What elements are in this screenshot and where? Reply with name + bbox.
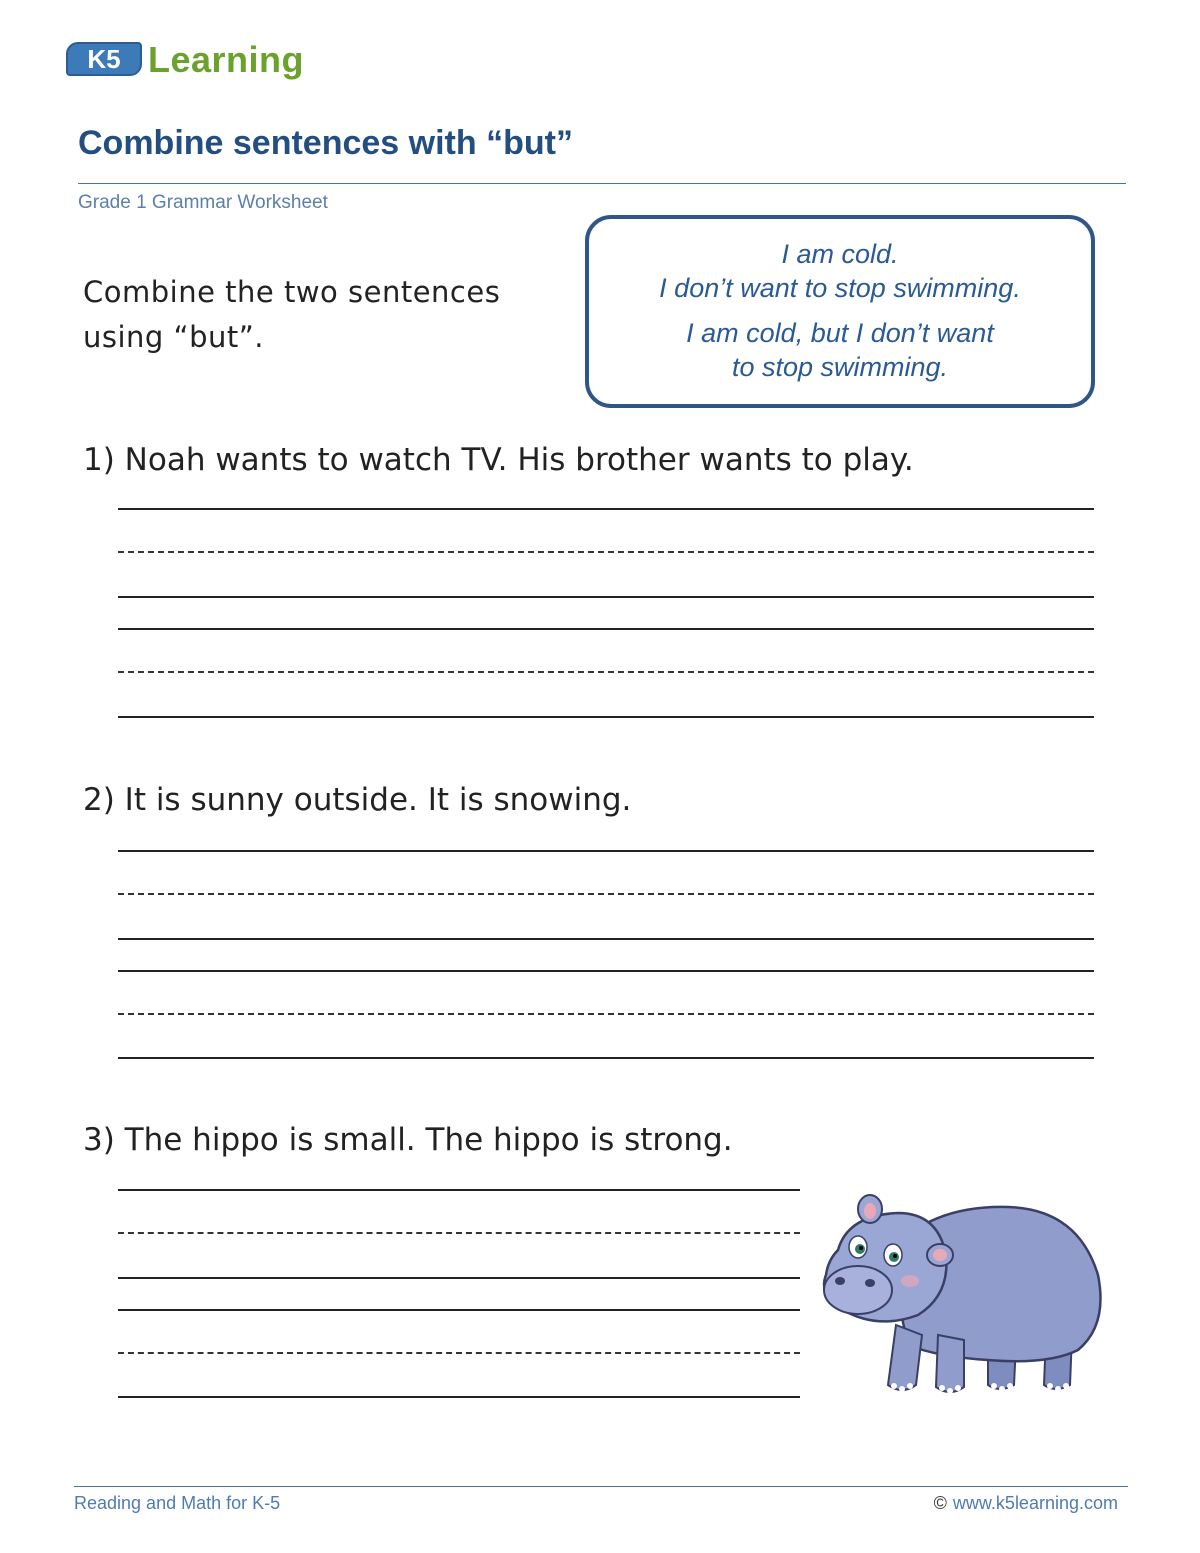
- copyright-symbol: ©: [933, 1493, 947, 1513]
- writing-line[interactable]: [118, 1277, 800, 1279]
- example-box: [585, 215, 1095, 408]
- hippo-illustration: [818, 1185, 1108, 1400]
- writing-line[interactable]: [118, 1189, 800, 1191]
- writing-line[interactable]: [118, 716, 1094, 718]
- logo-badge: K5: [66, 42, 142, 76]
- k5-learning-logo: [66, 30, 326, 90]
- logo-wordmark: Learning: [148, 39, 305, 80]
- footer-url-link[interactable]: www.k5learning.com: [952, 1493, 1118, 1513]
- writing-midline: [118, 1013, 1094, 1015]
- instructions: [83, 270, 543, 360]
- writing-line[interactable]: [118, 508, 1094, 510]
- hippo-icon: [824, 1195, 1101, 1394]
- instructions-line-1: Combine the two sentences: [83, 275, 501, 309]
- writing-line[interactable]: [118, 628, 1094, 630]
- instructions-line-2: using “but”.: [83, 320, 264, 354]
- writing-midline: [118, 1232, 800, 1234]
- example-combined-2: to stop swimming.: [731, 352, 949, 382]
- writing-line[interactable]: [118, 1057, 1094, 1059]
- writing-midline: [118, 1352, 800, 1354]
- writing-line[interactable]: [118, 1309, 800, 1311]
- question-3: 3) The hippo is small. The hippo is strong.: [83, 1122, 733, 1158]
- writing-midline: [118, 551, 1094, 553]
- question-2: 2) It is sunny outside. It is snowing.: [83, 782, 632, 818]
- footer-site: [934, 1493, 1118, 1514]
- example-combined-1: I am cold, but I don’t want: [686, 318, 994, 348]
- page-subtitle: Grade 1 Grammar Worksheet: [78, 192, 328, 213]
- writing-line[interactable]: [118, 938, 1094, 940]
- writing-line[interactable]: [118, 850, 1094, 852]
- example-sentence-1: I am cold.: [781, 239, 899, 269]
- writing-midline: [118, 671, 1094, 673]
- example-sentence-2: I don’t want to stop swimming.: [659, 273, 1021, 303]
- page-title: Combine sentences with “but”: [78, 124, 573, 162]
- footer-divider: [74, 1486, 1128, 1487]
- title-divider: [78, 183, 1126, 184]
- footer-tagline: Reading and Math for K-5: [74, 1493, 281, 1513]
- writing-line[interactable]: [118, 1396, 800, 1398]
- writing-midline: [118, 893, 1094, 895]
- writing-line[interactable]: [118, 970, 1094, 972]
- writing-line[interactable]: [118, 596, 1094, 598]
- question-1: 1) Noah wants to watch TV. His brother wants to play.: [83, 442, 914, 478]
